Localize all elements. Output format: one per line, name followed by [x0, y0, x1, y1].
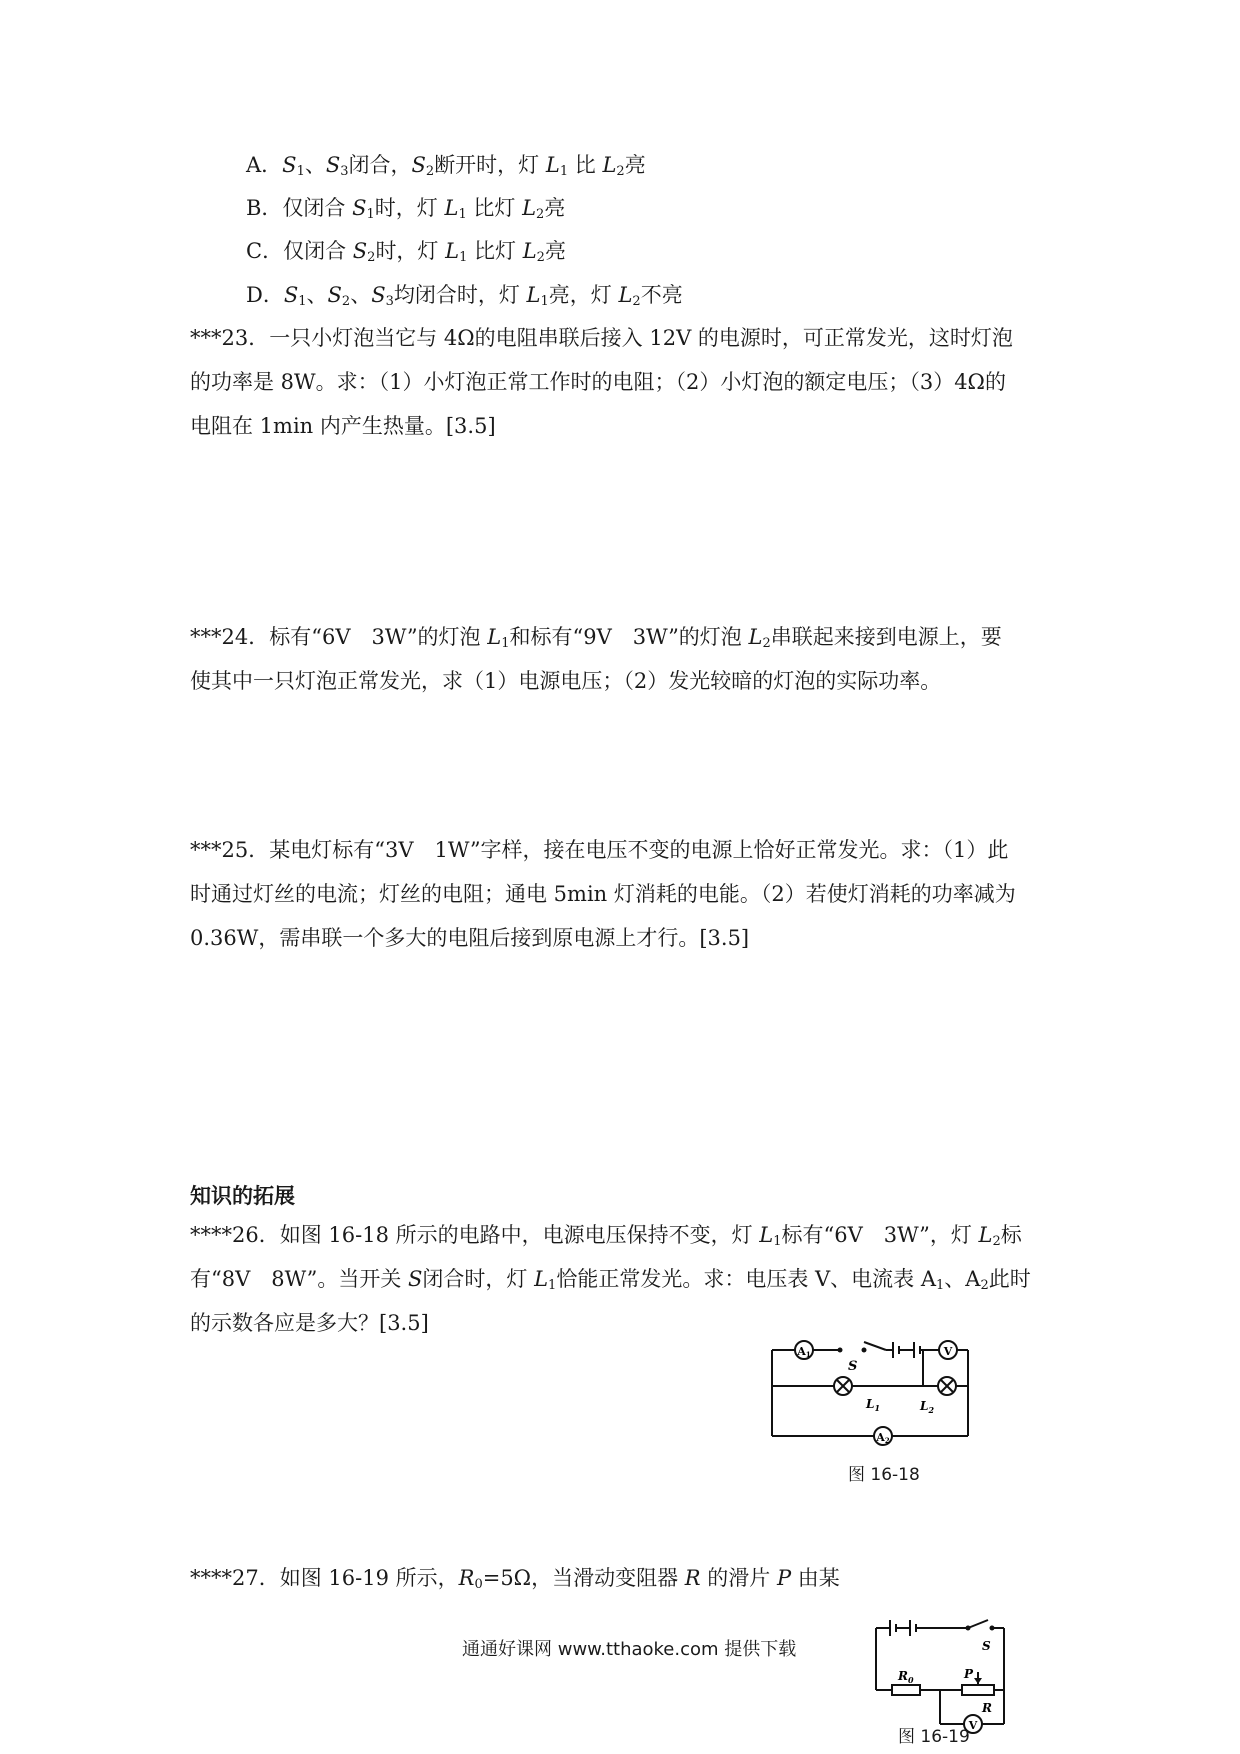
question-23: ***23．一只小灯泡当它与 4Ω的电阻串联后接入 12V 的电源时，可正常发光，这时灯泡 的功率是 8W。求：（1）小灯泡正常工作时的电阻；（2）小灯泡的额定电压；（3）4Ω的 电阻在 1min 内产生热量。[3.5] — [190, 326, 1013, 438]
svg-text:A2: A2 — [876, 1431, 890, 1445]
lamp-l2 — [938, 1377, 956, 1395]
lamp-l2-label: $L_2$ — [920, 1399, 935, 1415]
section-heading: 知识的拓展 — [190, 1184, 295, 1208]
option-b: B．仅闭合 $S_1$时，灯 $L_1$ 比灯 $L_2$亮 — [246, 196, 566, 222]
switch-label: S — [848, 1359, 858, 1374]
voltmeter-v — [939, 1341, 957, 1359]
option-a: A．$S_1$、$S_3$闭合，$S_2$断开时，灯 $L_1$ 比 $L_2$亮 — [246, 153, 646, 179]
svg-text:V: V — [968, 1719, 978, 1732]
figure-caption-16-19: 图 16-19 — [898, 1727, 970, 1747]
option-d: D．$S_1$、$S_2$、$S_3$均闭合时，灯 $L_1$亮，灯 $L_2$不亮 — [246, 283, 683, 309]
rheostat-r-label: R — [982, 1701, 992, 1715]
slider-p-label: P — [964, 1667, 974, 1681]
switch-label-s: S — [982, 1639, 991, 1653]
question-27: ****27．如图 16-19 所示，$R_0=5\Omega$，当滑动变阻器 R 的滑片 P 由某 — [190, 1566, 840, 1592]
switch-contact — [838, 1348, 867, 1353]
option-c: C．仅闭合 $S_2$时，灯 $L_1$ 比灯 $L_2$亮 — [246, 239, 566, 265]
svg-text:A1: A1 — [797, 1345, 811, 1359]
lamp-l1 — [834, 1377, 852, 1395]
figure-caption-16-18: 图 16-18 — [848, 1465, 920, 1485]
ammeter-a2 — [874, 1427, 892, 1445]
lamp-l1-label: $L_1$ — [866, 1397, 881, 1413]
question-25: ***25．某电灯标有“3V 1W”字样，接在电压不变的电源上恰好正常发光。求：（1）此 时通过灯丝的电流；灯丝的电阻；通电 5min 灯消耗的电能。（2）若使灯消耗的功率减为 0.36W，需串联一个多大的电阻后接到原电源上才行。[3.5] — [190, 838, 1016, 950]
resistor-r0-label: $R_0$ — [898, 1669, 914, 1685]
question-24: ***24．标有“6V 3W”的灯泡 $L_1$和标有“9V 3W”的灯泡 $L_2$串联起来接到电源上，要 使其中一只灯泡正常发光，求（1）电源电压；（2）发光较暗的灯泡的实际功率。 — [190, 625, 1002, 693]
ammeter-a1 — [795, 1341, 813, 1359]
question-26: ****26．如图 16-18 所示的电路中，电源电压保持不变，灯 $L_1$标有“6V 3W”，灯 $L_2$标 有“8V 8W”。当开关 S闭合时，灯 $L_1$恰能正常发光。求：电压表 V、电流表 $A_1$、$A_2$此时 的示数各应是多大？[3.5] — [190, 1223, 1031, 1335]
footer-watermark: 通通好课网 www.tthaoke.com 提供下载 — [462, 1639, 797, 1660]
svg-text:V: V — [943, 1345, 953, 1358]
circuit-figure-16-18 — [760, 1328, 980, 1448]
